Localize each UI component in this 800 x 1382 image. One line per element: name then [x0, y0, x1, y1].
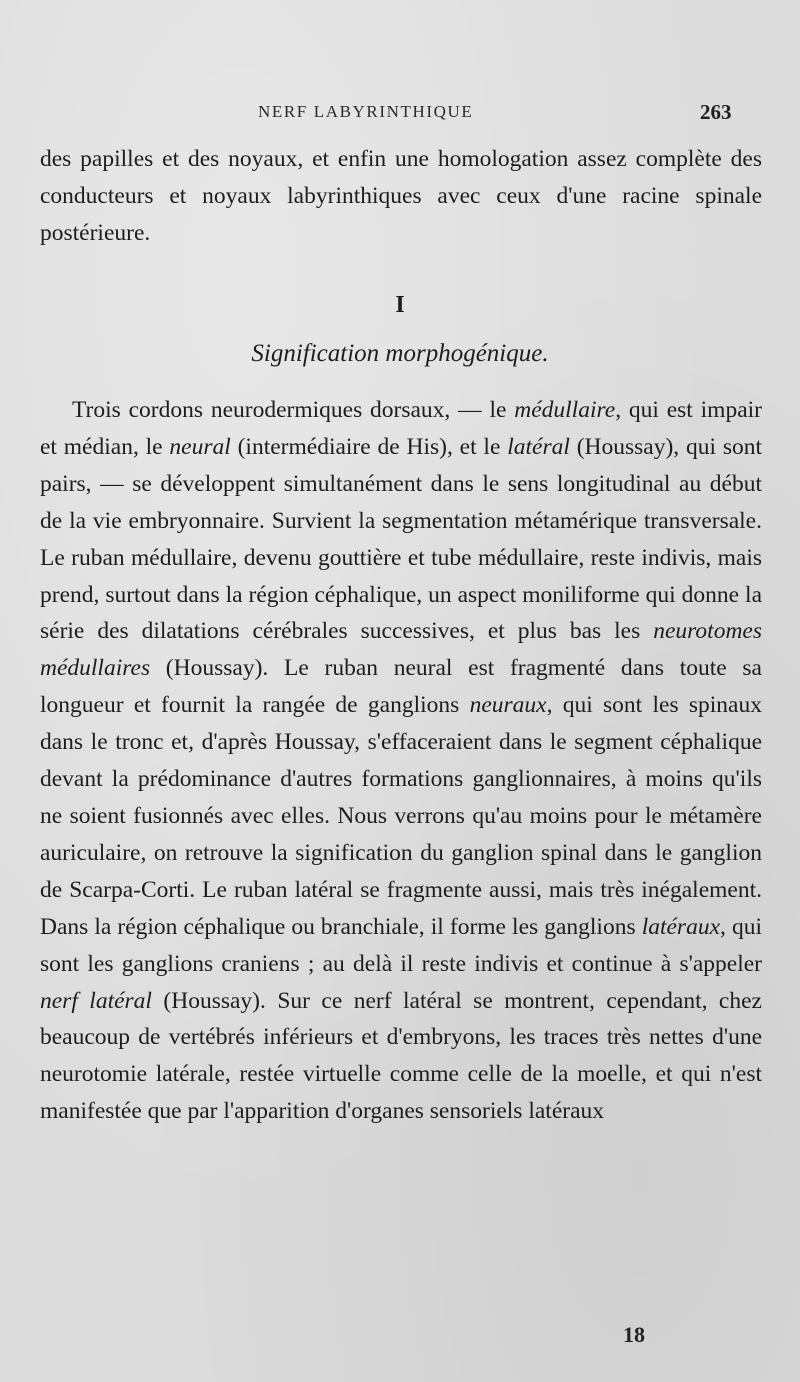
text-run: , qui est impair et médian, le	[40, 397, 762, 460]
section-title: Signification morphogénique.	[251, 340, 549, 367]
continuation-paragraph: des papilles et des noyaux, et enfin une homologation assez complète des conducteurs et noyaux labyrinthiques avec ceux d'une racine spinale postérieure.	[40, 146, 762, 246]
italic-term: médullaire	[514, 397, 616, 423]
text-run: (Houssay). Sur ce nerf latéral se montrent, cependant, chez beaucoup de vertébrés inférieurs et d'embryons, les traces très nettes d'une neurotomie latérale, restée virtuelle comme celle de la moelle, et qui n'est manifestée que par l'apparition d'organes sensoriels latéraux	[40, 987, 762, 1125]
text-run: (Houssay), qui sont pairs, — se développent simultanément dans le sens longitudinal au début de la vie embryonnaire. Survient la segmentation métamérique transversale. Le ruban médullaire, devenu gouttière et tube médullaire, reste indivis, mais prend, surtout dans la région céphalique, un aspect moniliforme qui donne la série des dilatations cérébrales successives, et plus bas les	[40, 433, 763, 645]
italic-term: neural	[169, 433, 231, 460]
text-run: , qui sont les ganglions craniens ; au delà il reste indivis et continue à s'appeler	[40, 913, 762, 977]
text-run: , qui sont les spinaux dans le tronc et, d'après Houssay, s'effaceraient dans le segment céphalique devant la prédominance d'autres formations ganglionnaires, à moins qu'ils ne soient fusionnés avec elles. Nous verrons qu'au moins pour le métamère auriculaire, on retrouve la signification du ganglion spinal dans le ganglion de Scarpa-Corti. Le ruban latéral se fragmente aussi, mais très inégalement. Dans la région céphalique ou branchiale, il forme les ganglions	[40, 692, 762, 940]
page-number: 263	[700, 100, 732, 124]
running-head: NERF LABYRINTHIQUE	[258, 102, 474, 121]
italic-term: nerf latéral	[40, 987, 152, 1014]
text-run: (intermédiaire de His), et le	[230, 433, 508, 460]
page-header	[0, 102, 800, 132]
signature-mark: 18	[623, 1322, 645, 1347]
italic-term: neuraux	[469, 692, 547, 719]
italic-term: latéral	[507, 433, 570, 460]
text-run: (Houssay). Le ruban neural est fragmenté dans toute sa longueur et fournit la rangée de ganglions	[40, 655, 762, 719]
text-run: Trois cordons neurodermiques dorsaux, — le	[72, 397, 515, 423]
italic-term: latéraux	[641, 913, 721, 940]
section-number: I	[395, 292, 405, 318]
italic-term: neurotomes médullaires	[40, 618, 762, 682]
main-paragraph	[40, 392, 762, 1130]
